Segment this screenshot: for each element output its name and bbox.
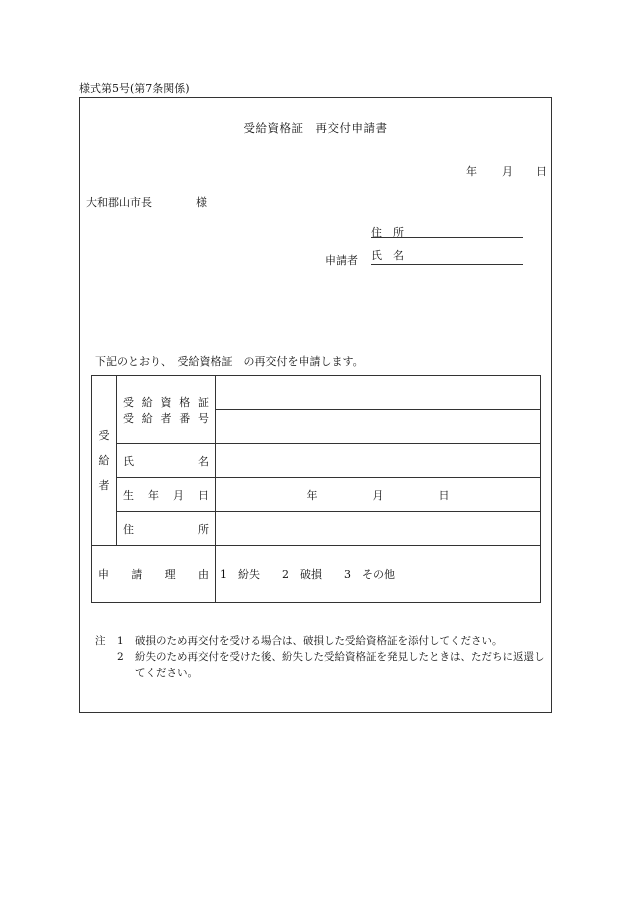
- certificate-field[interactable]: [216, 376, 541, 410]
- applicant-address-line[interactable]: [371, 237, 523, 238]
- notes-prefix: 注: [95, 635, 106, 647]
- reason-option-damaged[interactable]: 2 破損: [282, 568, 322, 581]
- name-field[interactable]: [216, 444, 541, 478]
- certificate-number-label: 受 給 資 格 証 受 給 者 番 号: [117, 376, 216, 444]
- addressee-name: 大和郡山市長: [86, 196, 152, 209]
- reason-option-lost[interactable]: 1 紛失: [220, 568, 260, 581]
- dob-field[interactable]: 年 月 日: [216, 478, 541, 512]
- form-number: 様式第5号(第7条関係): [79, 82, 190, 95]
- applicant-name-label: 氏 名: [371, 249, 404, 262]
- addressee: [86, 194, 207, 210]
- applicant-name-line[interactable]: [371, 264, 523, 265]
- reason-label: 申 請 理 由: [92, 546, 216, 603]
- reason-option-other[interactable]: 3 その他: [344, 568, 395, 581]
- date-year-label: 年: [466, 165, 477, 178]
- form-title: 受給資格証 再交付申請書: [243, 121, 388, 135]
- addressee-honorific: 様: [196, 196, 207, 209]
- recipient-label-cell: 受 給 者: [92, 376, 117, 546]
- name-label: 氏 名: [117, 444, 216, 478]
- recipient-info-table: [91, 375, 541, 603]
- recipient-number-field[interactable]: [216, 410, 541, 444]
- applicant-label: 申請者: [325, 254, 358, 267]
- notes: [95, 633, 545, 681]
- applicant-address-label: 住 所: [371, 226, 404, 239]
- dob-label: 生 年 月 日: [117, 478, 216, 512]
- date-month-label: 月: [502, 165, 513, 178]
- note-item: 2 紛失のため再交付を受けた後、紛失した受給資格証を発見したときは、ただちに返還してください。: [117, 651, 545, 679]
- address-field[interactable]: [216, 512, 541, 546]
- address-label: 住 所: [117, 512, 216, 546]
- statement-text: 下記のとおり、 受給資格証 の再交付を申請します。: [95, 355, 364, 368]
- reason-options[interactable]: [216, 546, 541, 603]
- note-item: 注 1 破損のため再交付を受ける場合は、破損した受給資格証を添付してください。: [95, 635, 503, 647]
- date-day-label: 日: [536, 165, 547, 178]
